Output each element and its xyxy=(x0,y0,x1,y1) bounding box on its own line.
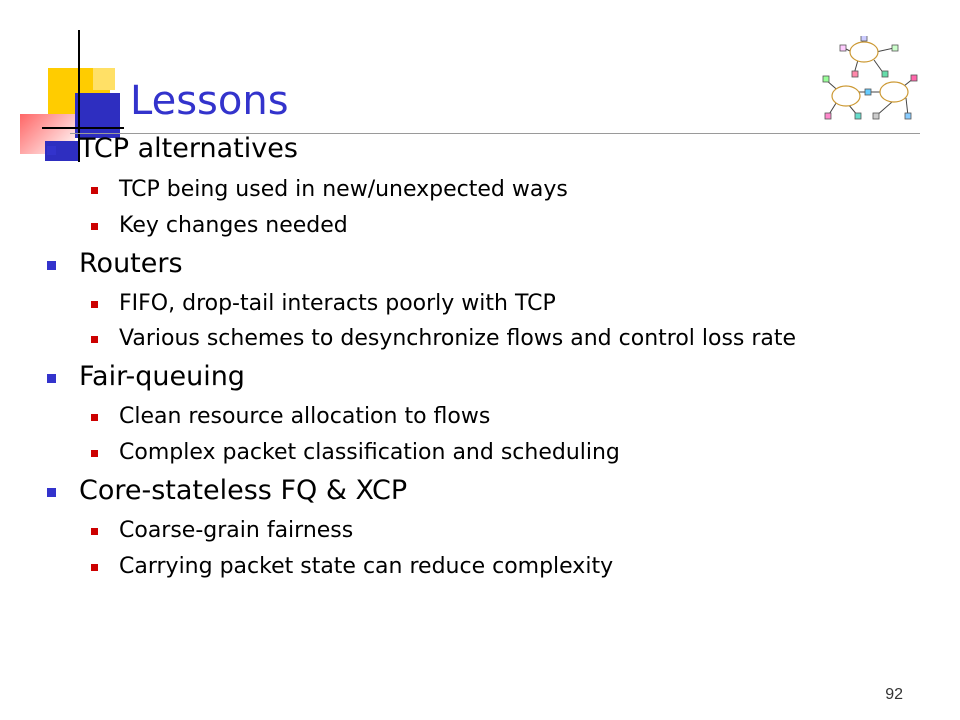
sub-bullet: TCP being used in new/unexpected ways xyxy=(44,178,904,201)
slide-body xyxy=(44,132,904,578)
bullet-fair-queuing: Fair-queuing xyxy=(44,360,904,394)
sub-bullet: Clean resource allocation to flows xyxy=(44,405,904,428)
network-diagram-icon xyxy=(818,36,918,124)
sub-bullet: Complex packet classification and scheduling xyxy=(44,441,904,464)
bullet-tcp-alternatives: TCP alternatives xyxy=(44,132,904,166)
bullet-core-stateless: Core-stateless FQ & XCP xyxy=(44,474,904,508)
sub-bullet: Carrying packet state can reduce complexity xyxy=(44,555,904,578)
bullet-routers: Routers xyxy=(44,247,904,281)
page-number: 92 xyxy=(885,686,903,703)
slide-title: Lessons xyxy=(130,78,289,124)
sub-bullet: Coarse-grain fairness xyxy=(44,519,904,542)
sub-bullet: FIFO, drop-tail interacts poorly with TCP xyxy=(44,292,904,315)
sub-bullet: Various schemes to desynchronize flows and control loss rate xyxy=(44,327,859,350)
sub-bullet: Key changes needed xyxy=(44,214,904,237)
